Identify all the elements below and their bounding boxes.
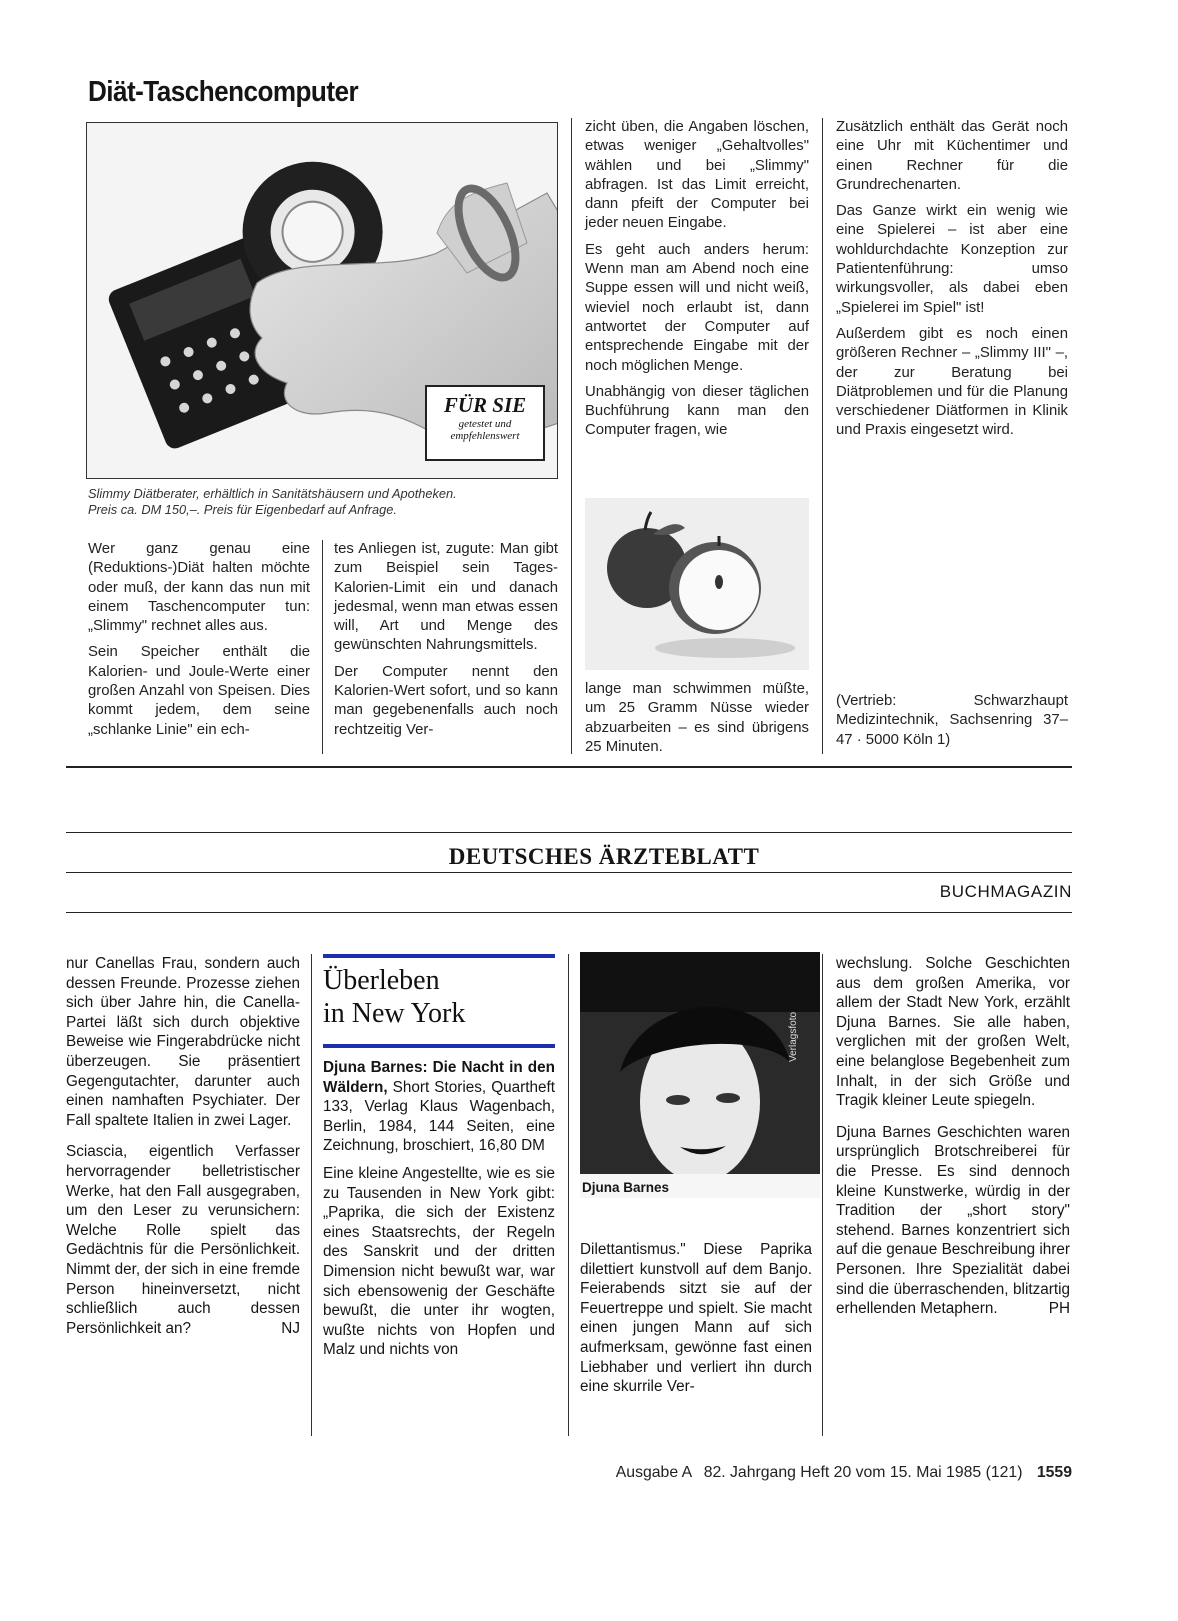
author-signature: PH: [1048, 1300, 1070, 1318]
paragraph: Eine kleine Angestellte, wie es sie zu Tausenden in New York gibt: „Paprika, die sich der Existenz eines Staatsrechts, der Regeln des Sanskrit und der dritten Dimension nicht bewußt war, war sich ebensowenig der Geschäfte bewußt, die unter ihr wogten, wußte nichts von Hopfen und Malz und nichts von: [323, 1164, 555, 1359]
column-divider: [322, 540, 323, 754]
photo-caption: [88, 486, 568, 518]
portrait-caption: Djuna Barnes: [582, 1180, 670, 1195]
portrait-photo: [580, 952, 820, 1198]
column-divider: [311, 954, 312, 1436]
paragraph: [66, 1142, 300, 1338]
masthead-top-rule: [66, 832, 1072, 833]
book-citation: [323, 1058, 555, 1156]
article2-column-3: [580, 1240, 812, 1405]
review-title-line-1: Überleben: [323, 965, 440, 996]
apple-illustration: [585, 498, 809, 670]
column-divider: [822, 118, 823, 754]
review-title-line-2: in New York: [323, 998, 466, 1029]
caption-line-2: Preis ca. DM 150,–. Preis für Eigenbedarf auf Anfrage.: [88, 502, 397, 517]
section-label: BUCHMAGAZIN: [939, 882, 1072, 901]
paragraph-text: Sciascia, eigentlich Verfasser hervorragender belletristischer Werke, hat den Fall ausgegraben, um den Leser zu verunsichern: Welche Rolle spielt das Gedächtnis für die Persönlichkeit. Nimmt der, der sich in eine fremde Person hineinversetzt, nicht schließlich auch dessen Persönlichkeit an?: [66, 1143, 300, 1337]
paragraph: Unabhängig von dieser täglichen Buchführung kann man den Computer fragen, wie: [585, 383, 809, 439]
page-footer: [616, 1464, 1072, 1482]
author-signature: NJ: [281, 1319, 300, 1337]
paragraph: Dilettantismus." Diese Paprika dilettiert kunstvoll auf dem Banjo. Feierabends sitzt sie auf der Feuertreppe und spielt. Sie macht einen jungen Mann auf sich aufmerksam, gewönne fast einen Liebhaber und verliert ihn durch eine skurrile Ver-: [580, 1241, 812, 1396]
article-headline: Diät-Taschencomputer: [88, 76, 359, 108]
paragraph: (Vertrieb: Schwarzhaupt Medizintechnik, Sachsenring 37–47 · 5000 Köln 1): [836, 693, 1068, 748]
apple-photo: [585, 498, 809, 670]
book-author-title: Djuna Barnes: Die Nacht in den Wäldern,: [323, 1059, 555, 1096]
paragraph: Wer ganz genau eine (Reduktions-)Diät halten möchte oder muß, der kann das nun mit einem Taschencomputer tun: „Slimmy" rechnet alles aus.: [88, 541, 310, 635]
article2-column-2: [323, 954, 555, 1368]
page-number: 1559: [1036, 1464, 1072, 1481]
article1-column-4: [836, 118, 1068, 448]
title-top-rule: [323, 954, 555, 958]
title-bottom-rule: [323, 1044, 555, 1048]
photo-credit: Verlagsfoto: [788, 1011, 799, 1062]
paragraph: Sein Speicher enthält die Kalorien- und Joule-Werte einer großen Anzahl von Speisen. Dies kommt jedem, dem seine „schlanke Linie" ein ech-: [88, 644, 310, 738]
fuer-sie-badge: [425, 385, 545, 461]
review-title: [323, 964, 555, 1030]
paragraph: tes Anliegen ist, zugute: Man gibt zum Beispiel sein Tages-Kalorien-Limit ein und danach jedesmal, wenn man etwas essen will, Art und Menge des gewünschten Nahrungsmittels.: [334, 541, 558, 654]
article1-column-2: [334, 540, 558, 747]
column-divider: [822, 954, 823, 1436]
portrait-illustration: [580, 952, 820, 1198]
paragraph: Das Ganze wirkt ein wenig wie eine Spielerei – ist aber eine wohldurchdachte Konzeption zur Patientenführung: umso wirkungsvoller, als dabei eben „Spielerei im Spiel" ist!: [836, 203, 1068, 316]
book-details: [323, 1058, 555, 1360]
edition: Ausgabe A: [615, 1464, 692, 1481]
article2-column-1: [66, 954, 300, 1346]
section-rule: [66, 912, 1072, 913]
distributor-note: [836, 692, 1068, 757]
paragraph: Zusätzlich enthält das Gerät noch eine Uhr mit Küchentimer und einen Rechner für die Grundrechenarten.: [836, 119, 1068, 193]
paragraph: Der Computer nennt den Kalorien-Wert sofort, und so kann man gegebenenfalls auch noch rechtzeitig Ver-: [334, 663, 558, 738]
paragraph: wechslung. Solche Geschichten aus dem großen Amerika, vor allem der Stadt New York, erzählt Djuna Barnes. Sie alle haben, verglichen mit der großen Welt, eine belanglose Begebenheit zum Inhalt, in der sich Größe und Tragik kleiner Leute spiegeln.: [836, 955, 1070, 1110]
article1-column-3: [585, 118, 809, 448]
article1-column-3-bottom: [585, 680, 809, 764]
badge-line-2: empfehlenswert: [450, 430, 520, 442]
masthead-title: DEUTSCHES ÄRZTEBLATT: [448, 844, 760, 869]
slimmy-photo: [86, 122, 558, 479]
caption-line-1: Slimmy Diätberater, erhältlich in Sanitätshäusern und Apotheken.: [88, 486, 457, 501]
badge-brand: FÜR SIE: [443, 393, 527, 417]
column-divider: [571, 118, 572, 754]
paragraph: zicht üben, die Angaben löschen, etwas weniger „Gehaltvolles" wählen und bei „Slimmy" abfragen. Ist das Limit erreicht, dann pfeift der Computer bei jeder neuen Eingabe.: [585, 119, 809, 232]
issue-info: 82. Jahrgang Heft 20 vom 15. Mai 1985 (121): [703, 1464, 1023, 1481]
column-divider: [568, 954, 569, 1436]
book-publication: Short Stories, Quartheft 133, Verlag Klaus Wagenbach, Berlin, 1984, 144 Seiten, eine Zeichnung, broschiert, 16,80 DM: [323, 1078, 555, 1155]
paragraph: lange man schwimmen müßte, um 25 Gramm Nüsse wieder abzuarbeiten – es sind übrigens 25 Minuten.: [585, 681, 809, 755]
paragraph: [836, 1123, 1070, 1319]
paragraph: Es geht auch anders herum: Wenn man am Abend noch eine Suppe essen will und nicht weiß, wieviel noch erlaubt ist, dann antwortet der Computer auf entsprechende Eingabe mit der noch möglichen Menge.: [585, 241, 809, 374]
article1-column-1: [88, 540, 310, 747]
paragraph: Außerdem gibt es noch einen größeren Rechner – „Slimmy III" –, der zur Beratung bei Diätproblemen und für die Planung verschiedener Diätformen in Klinik und Praxis eingesetzt wird.: [836, 325, 1068, 439]
article2-column-4: [836, 954, 1070, 1327]
masthead-bottom-rule: [66, 872, 1072, 873]
paragraph-text: Djuna Barnes Geschichten waren ursprünglich Brotschreiberei für die Presse. Es sind dennoch kleine Kunstwerke, würdig in der Tradition der „short story" stehend. Barnes konzentriert sich auf die genaue Beschreibung ihrer Personen. Ihre Spezialität dabei sind die überraschenden, blitzartig erhellenden Metaphern.: [836, 1123, 1070, 1318]
badge-line-1: getestet und: [458, 418, 512, 430]
paragraph: nur Canellas Frau, sondern auch dessen Freunde. Prozesse ziehen sich über Jahre hin, die Canella-Partei läßt sich durch objektive Beweise wie Fingerabdrücke nicht überzeugen. Sie präsentiert Gegengutachter, darunter auch einen namhaften Psychiater. Der Fall spaltete Italien in zwei Lager.: [66, 955, 300, 1129]
article-end-rule: [66, 766, 1072, 768]
